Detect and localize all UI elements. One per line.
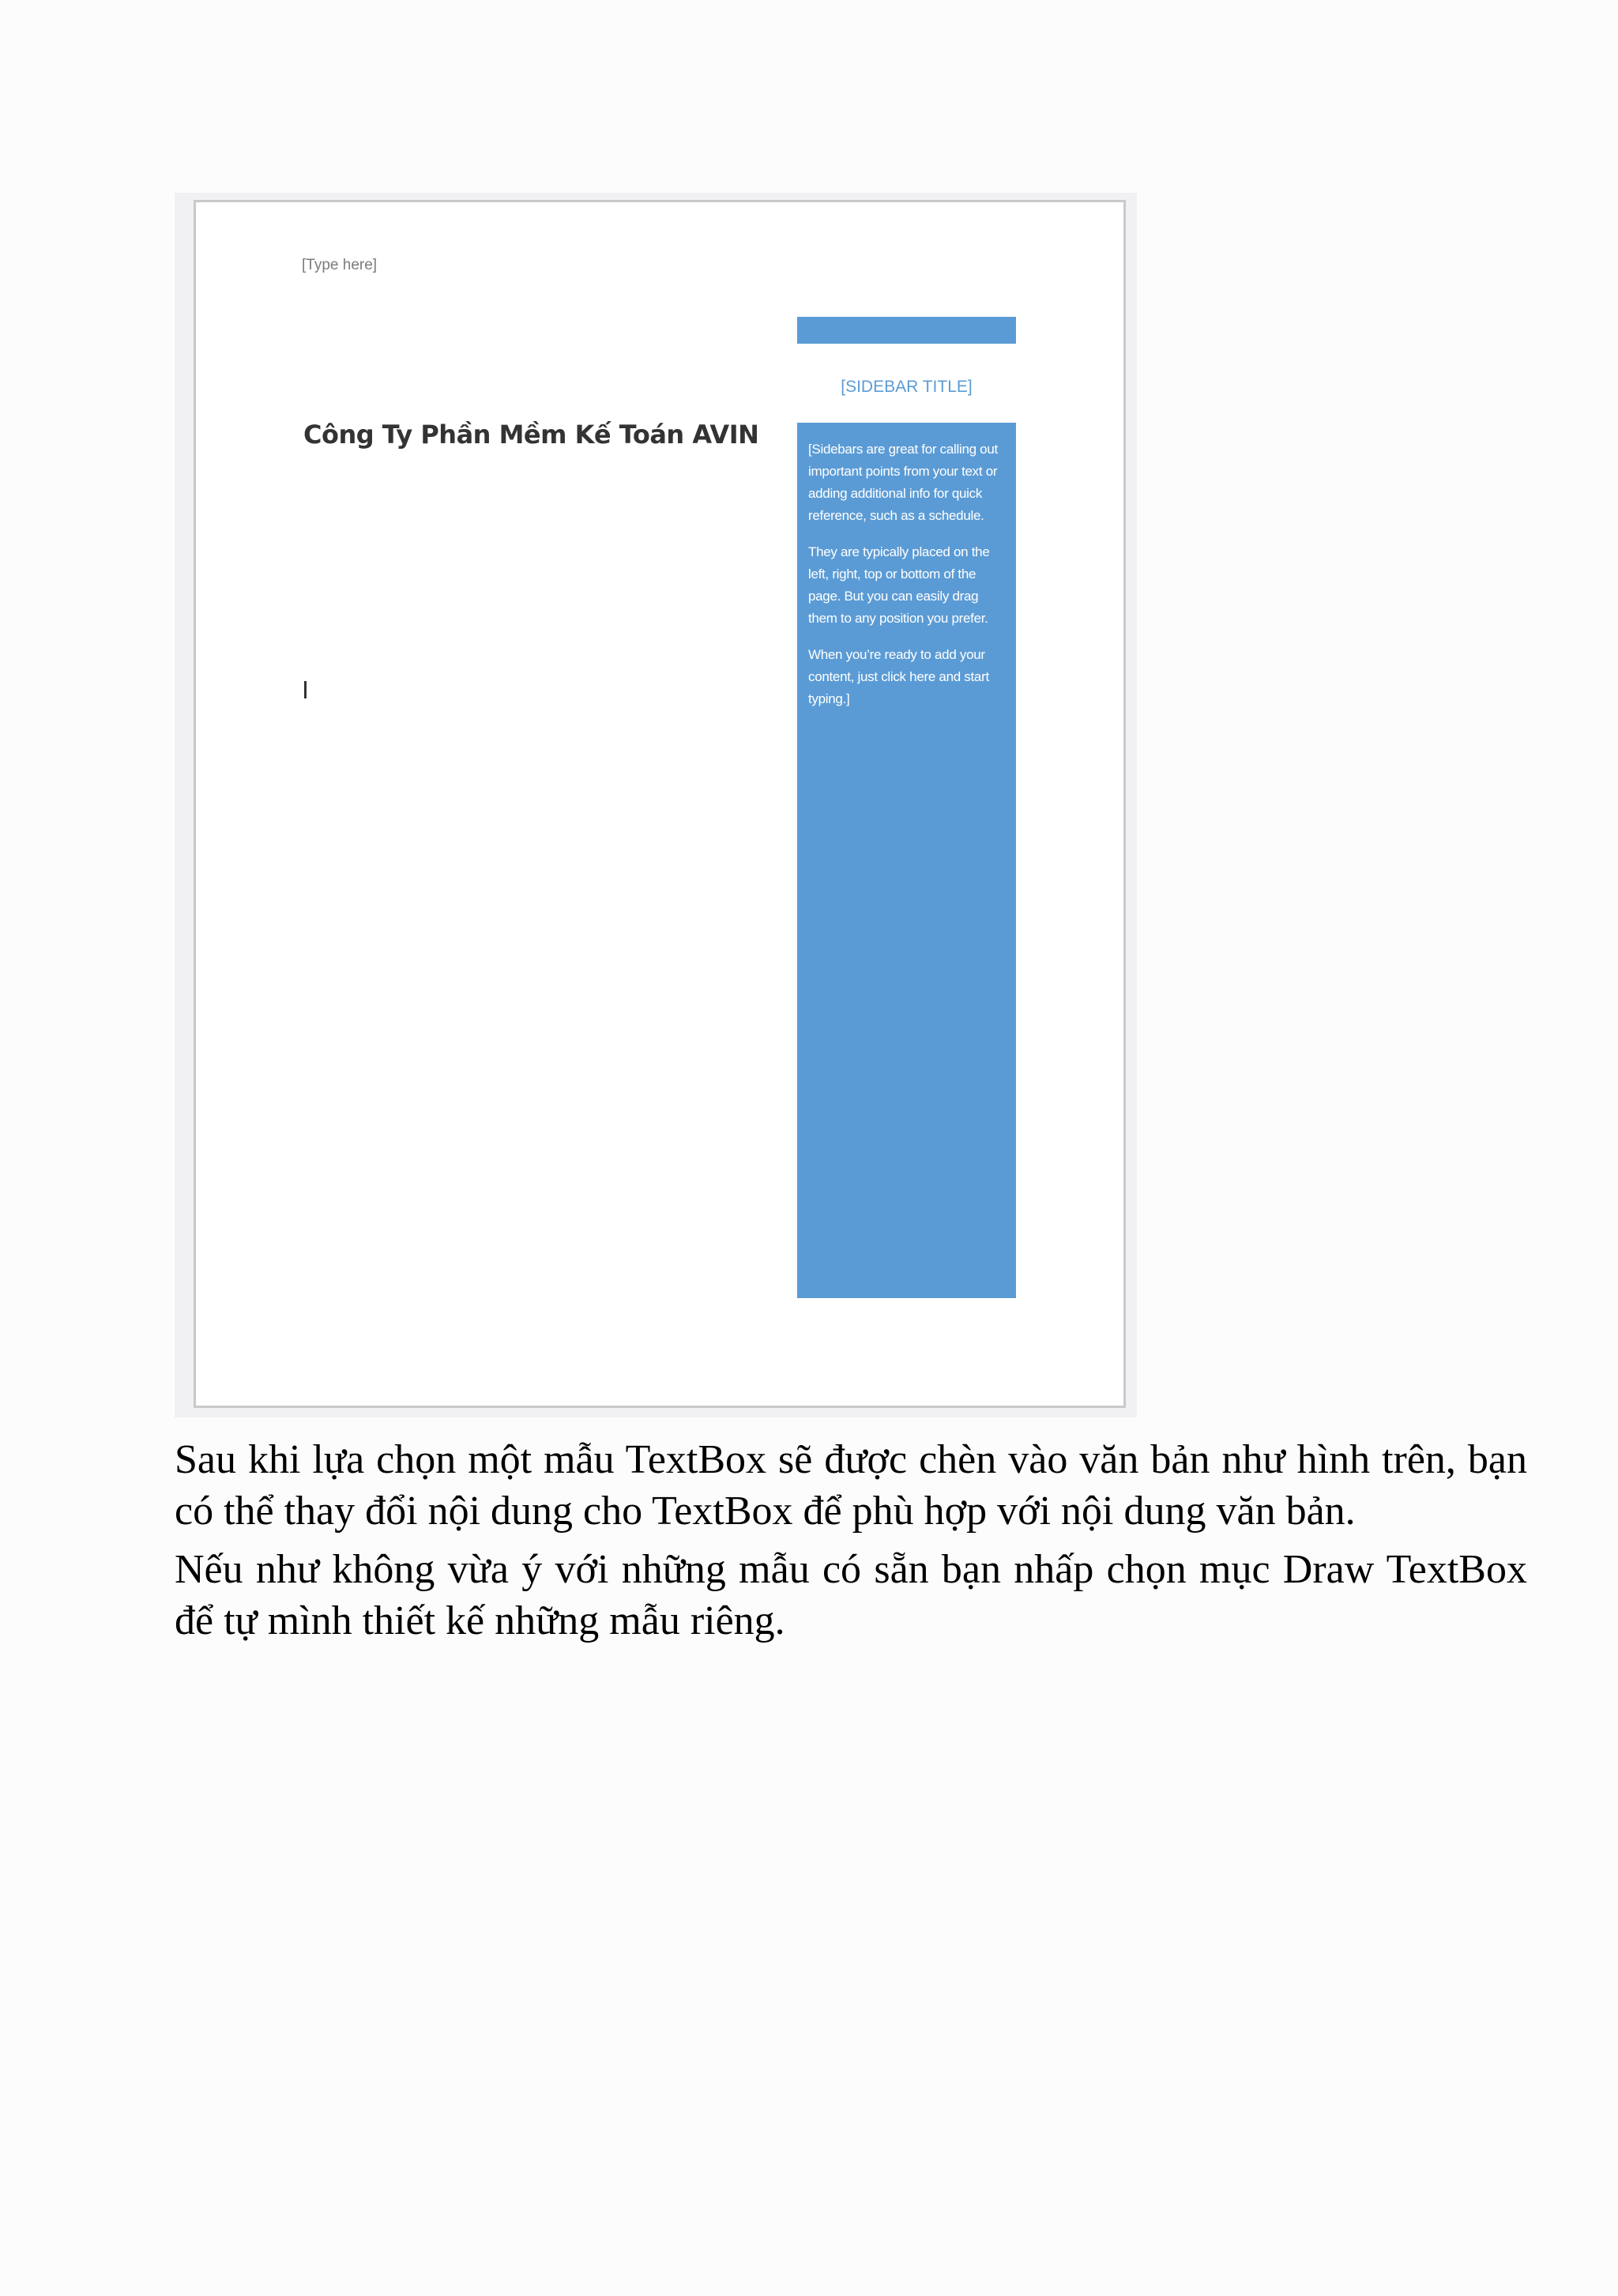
sidebar-paragraph: When you’re ready to add your content, just click here and start typing.]: [808, 647, 989, 706]
body-text: [175, 1434, 1527, 1654]
sidebar-paragraph: [Sidebars are great for calling out important points from your text or adding additional info for quick reference, such as a schedule.: [808, 442, 998, 523]
document-page: [194, 200, 1126, 1408]
sidebar-accent-bar: [797, 317, 1016, 344]
document-title[interactable]: Công Ty Phần Mềm Kế Toán AVIN: [303, 420, 759, 450]
text-cursor: [304, 681, 307, 698]
sidebar-textbox[interactable]: [797, 423, 1016, 1298]
word-page-screenshot: [175, 193, 1137, 1417]
body-paragraph: Sau khi lựa chọn một mẫu TextBox sẽ được chèn vào văn bản như hình trên, bạn có thể thay đổi nội dung cho TextBox để phù hợp với nội dung văn bản.: [175, 1437, 1527, 1534]
header-placeholder[interactable]: [Type here]: [302, 257, 378, 273]
body-paragraph: Nếu như không vừa ý với những mẫu có sẵn bạn nhấp chọn mục Draw TextBox để tự mình thiết kế những mẫu riêng.: [175, 1547, 1527, 1643]
sidebar-paragraph: They are typically placed on the left, right, top or bottom of the page. But you can easily drag them to any position you prefer.: [808, 544, 990, 626]
sidebar-title[interactable]: [SIDEBAR TITLE]: [841, 378, 973, 396]
